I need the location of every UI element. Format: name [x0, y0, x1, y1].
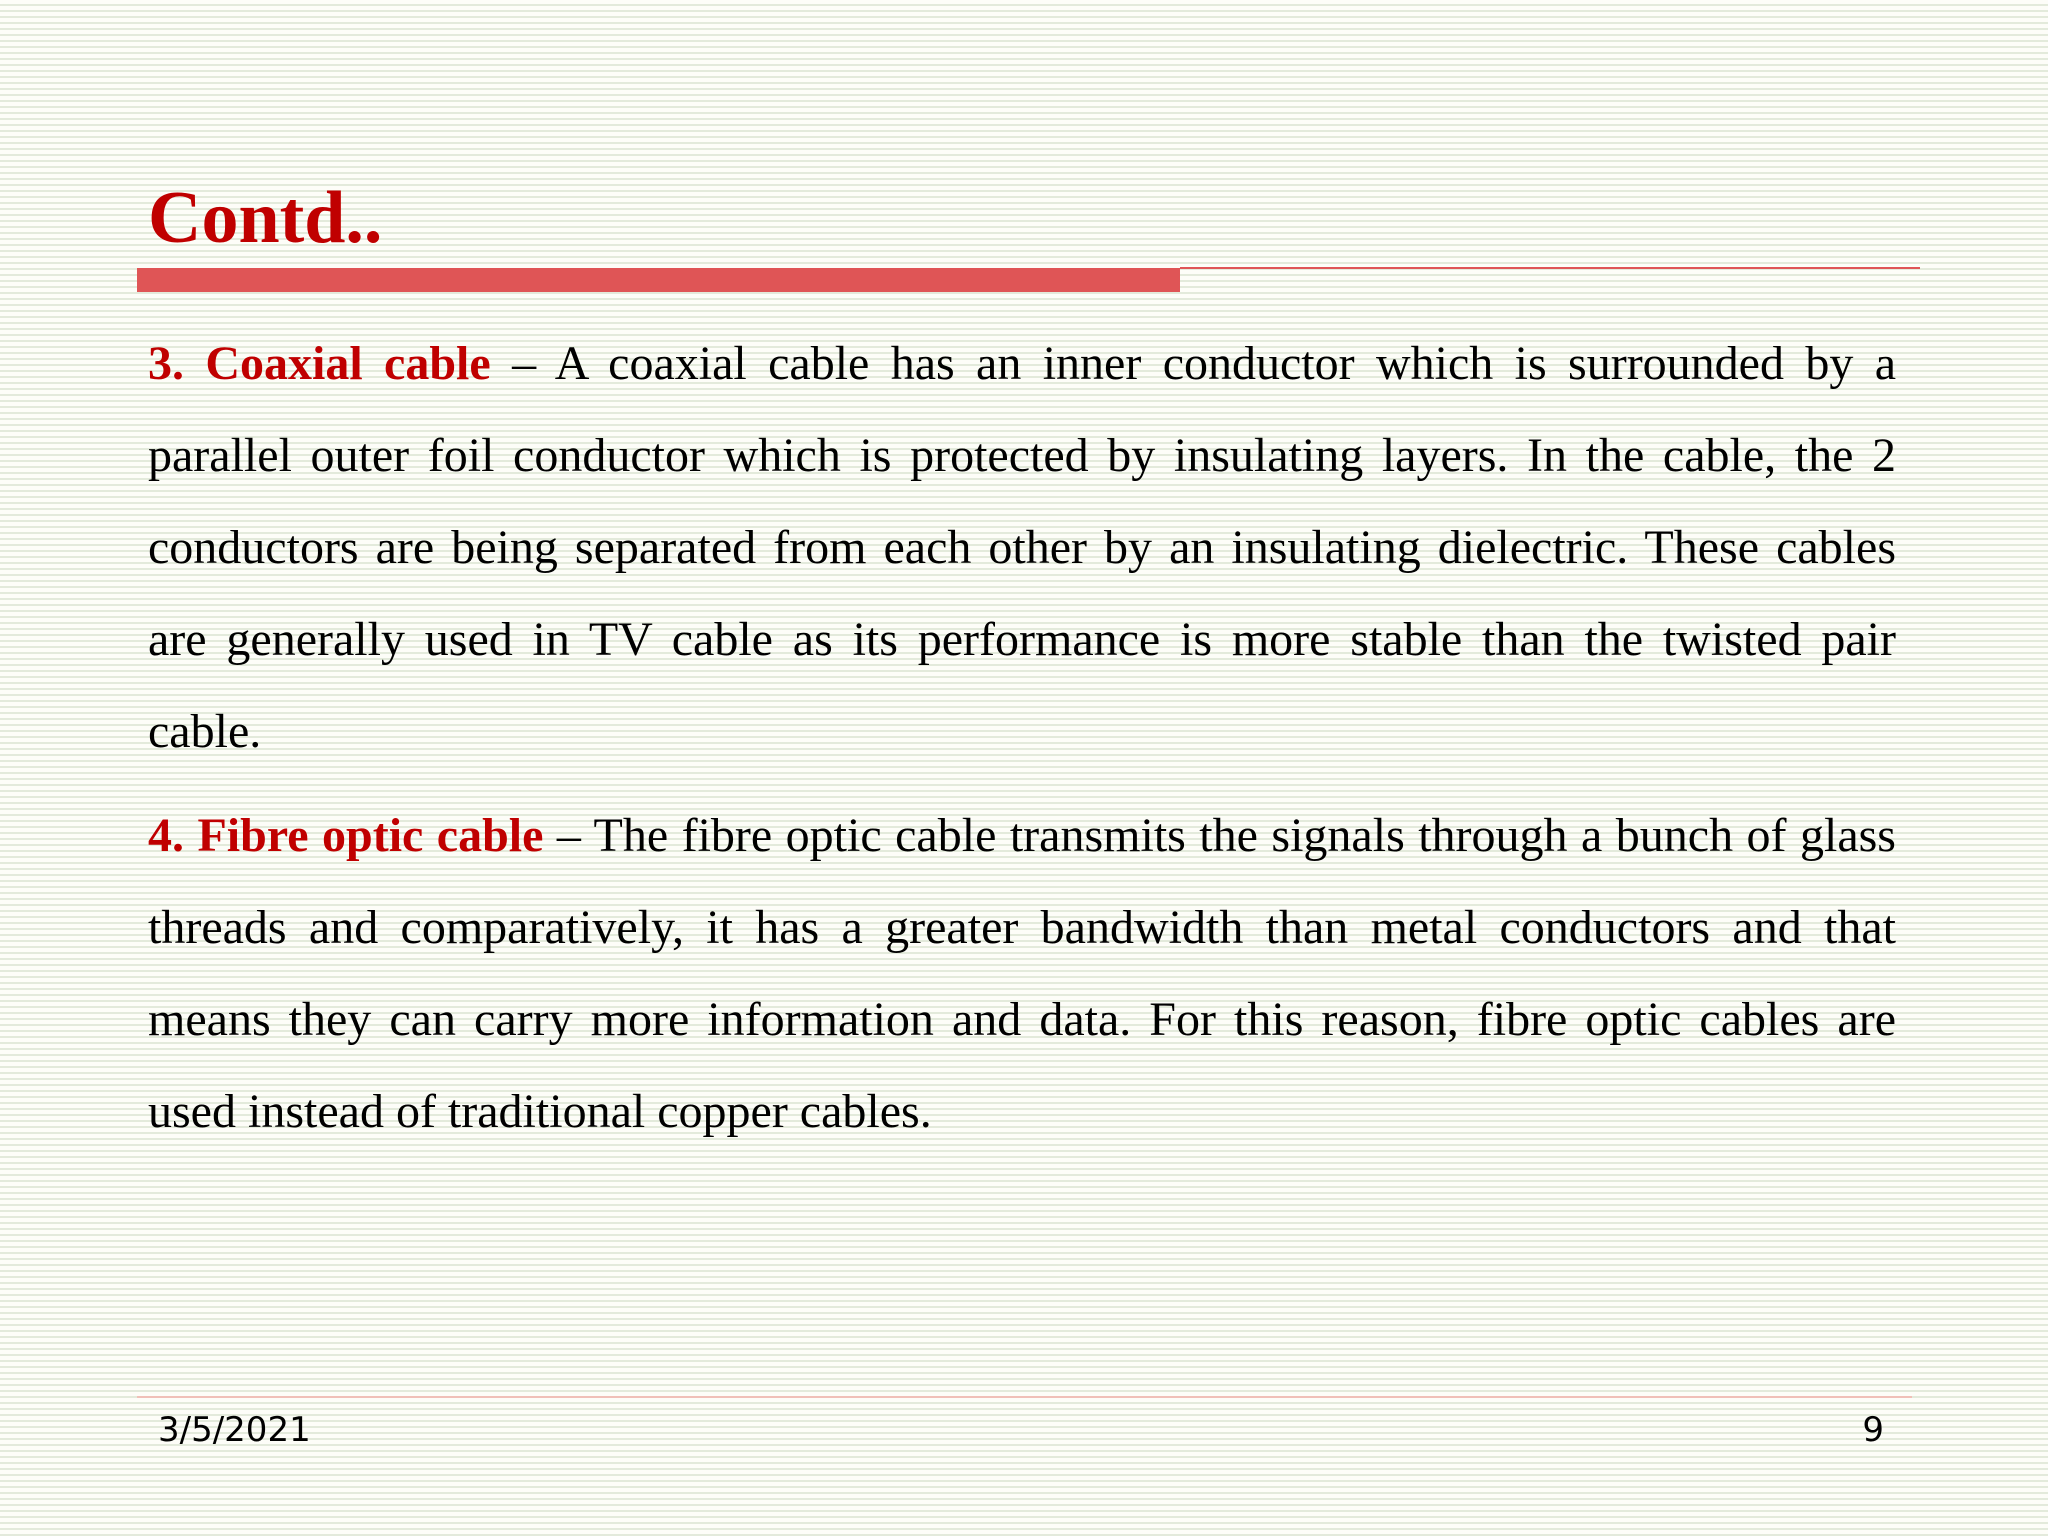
term-fibre-optic-cable: 4. Fibre optic cable: [148, 809, 544, 862]
title-underline-thin: [1180, 267, 1920, 269]
slide-body: [148, 318, 1896, 1170]
title-underline-thick: [137, 268, 1180, 292]
paragraph-text: – A coaxial cable has an inner conductor which is surrounded by a parallel outer foil conductor which is protected by insulating layers. In the cable, the 2 conductors are being separated from each other by an insulating dielectric. These cables are generally used in TV cable as its performance is more stable than the twisted pair cable.: [148, 337, 1896, 758]
footer-date: 3/5/2021: [158, 1410, 311, 1450]
term-coaxial-cable: 3. Coaxial cable: [148, 337, 491, 390]
paragraph-coaxial-cable: [148, 318, 1896, 778]
paragraph-text: – The fibre optic cable transmits the signals through a bunch of glass threads and comparatively, it has a greater bandwidth than metal conductors and that means they can carry more information and data. For this reason, fibre optic cables are used instead of traditional copper cables.: [148, 809, 1896, 1138]
page-number: 9: [1862, 1410, 1884, 1450]
slide-title: Contd..: [148, 177, 383, 259]
paragraph-fibre-optic-cable: [148, 790, 1896, 1158]
footer-divider: [137, 1396, 1912, 1398]
